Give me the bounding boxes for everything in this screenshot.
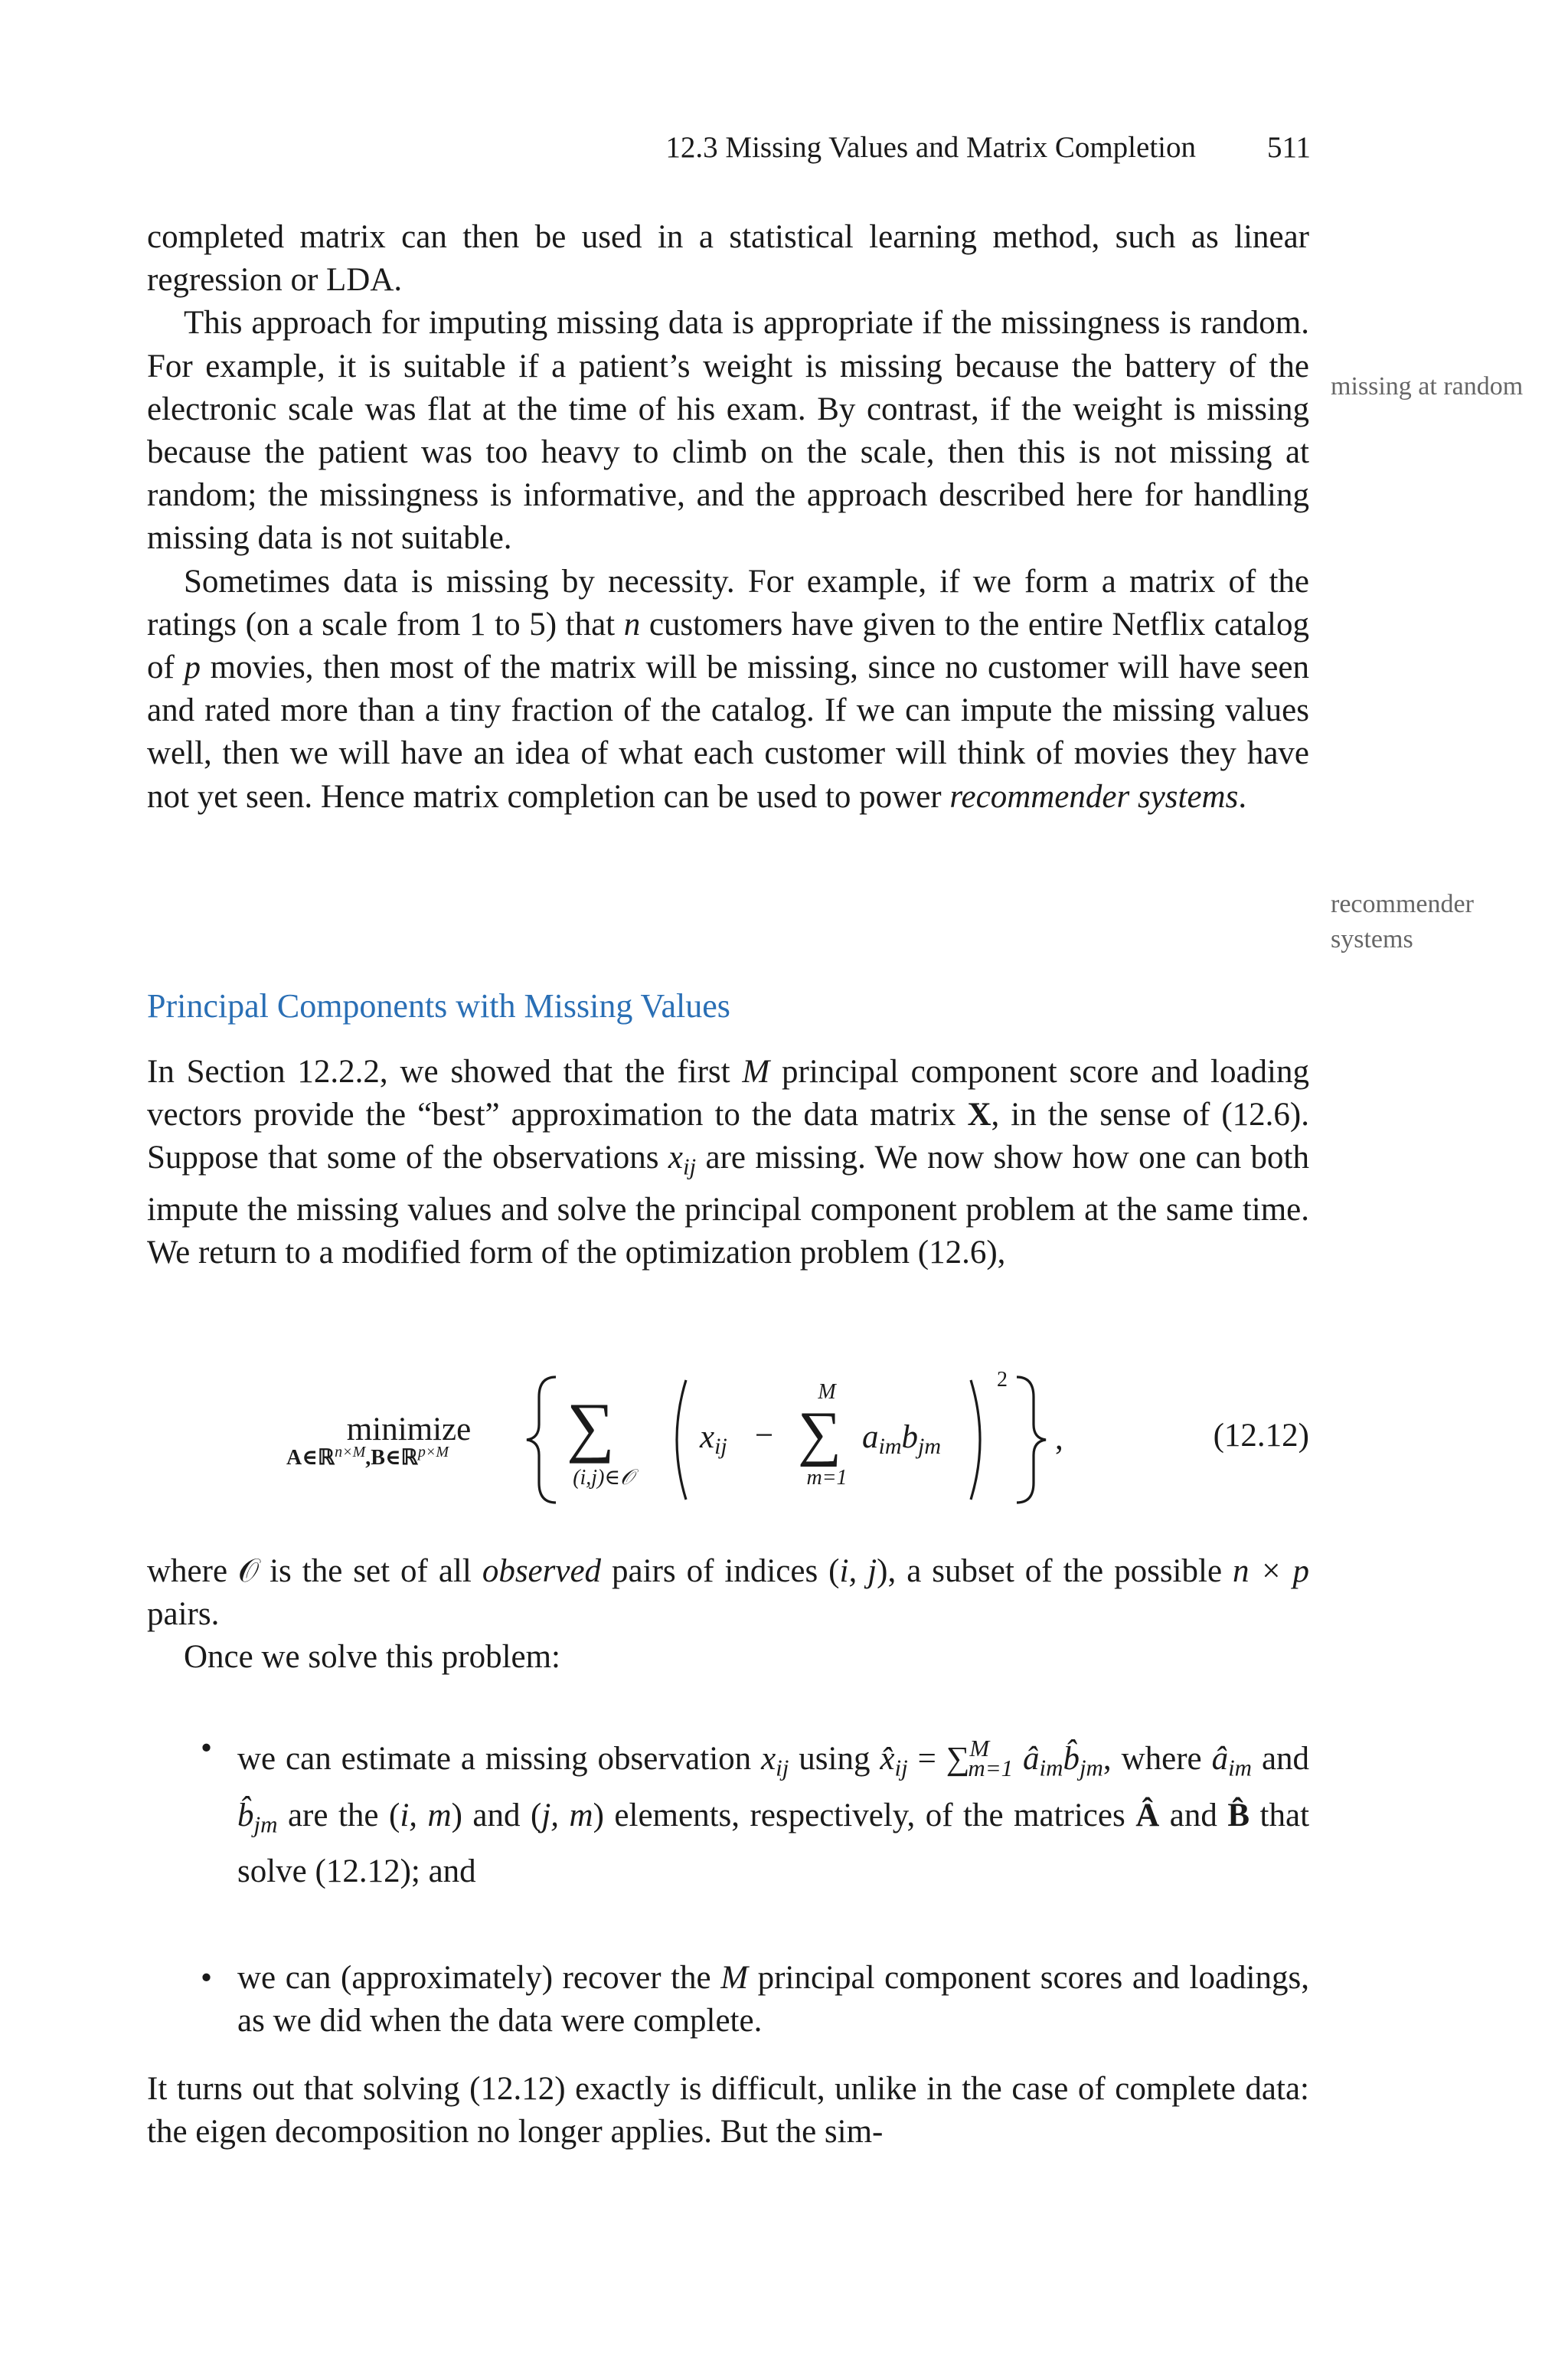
equation-12-12 xyxy=(147,1348,1309,1524)
paragraph-2: This approach for imputing missing data is appropriate if the missingness is random. For example, it is suitable if a patient’s weight is missing because the battery of the electronic scale was flat at the time of his exam. By contrast, if the weight is missing because the patient was too heavy to climb on the scale, then this is not missing at random; the missingness is informative, and the approach described here for handling missing data is not suitable. xyxy=(147,305,1309,557)
body-block-2 xyxy=(147,1051,1309,1275)
paragraph-7: It turns out that solving (12.12) exactly is difficult, unlike in the case of complete data: the eigen decomposition no longer applies. But the sim- xyxy=(147,2071,1309,2151)
eq-comma: , xyxy=(1055,1421,1063,1457)
eq-power: 2 xyxy=(997,1368,1008,1392)
body-block-1 xyxy=(147,216,1309,819)
eq-minimize: minimize xyxy=(346,1411,472,1447)
eq-sum-2-top: M xyxy=(818,1380,836,1404)
page-number: 511 xyxy=(1266,131,1311,164)
paragraph-3: Sometimes data is missing by necessity. For example, if we form a matrix of the ratings (on a scale from 1 to 5) that n customers have given to the entire Netflix catalog of p movies, then most of the matrix will be missing, since no customer will have seen and rated more than a tiny fraction of the catalog. If we can impute the missing values well, then we will have an idea of what each customer will think of movies they have not yet seen. Hence matrix completion can be used to power recommender systems. xyxy=(147,563,1309,815)
eq-sum-1: ∑ xyxy=(567,1390,615,1464)
section-title: 12.3 Missing Values and Matrix Completion xyxy=(665,131,1196,164)
section-heading: Principal Components with Missing Values xyxy=(147,987,730,1025)
body-block-4 xyxy=(147,2068,1309,2154)
eq-x-ij: xij xyxy=(700,1419,727,1459)
bullet-item-2: • we can (approximately) recover the M principal component scores and loadings, as we did when the data were complete. xyxy=(147,1957,1309,2043)
body-block-3 xyxy=(147,1550,1309,1680)
eq-right-paren xyxy=(971,1380,980,1500)
margin-note-recommender-systems: recommender systems xyxy=(1331,890,1474,953)
eq-sum-2-bot: m=1 xyxy=(806,1466,848,1490)
paragraph-5: where 𝒪 is the set of all observed pairs of indices (i, j), a subset of the possible n × p pairs. xyxy=(147,1553,1309,1633)
emphasis-recommender-systems: recommender systems xyxy=(949,778,1239,815)
equation-svg xyxy=(147,1348,1309,1524)
eq-sum-2: ∑ xyxy=(798,1400,842,1467)
eq-sum-1-sub: (i,j)∈𝒪 xyxy=(573,1466,634,1490)
eq-label: (12.12) xyxy=(1213,1418,1309,1454)
bullet-dot: • xyxy=(201,1960,213,1997)
running-header xyxy=(145,130,1311,168)
margin-note-missing-at-random: missing at random xyxy=(1331,372,1524,401)
eq-a-b-term: aimbjm xyxy=(862,1419,941,1459)
paragraph-1: completed matrix can then be used in a statistical learning method, such as linear regression or LDA. xyxy=(147,219,1309,299)
eq-left-brace xyxy=(527,1377,556,1503)
paragraph-4: In Section 12.2.2, we showed that the first M principal component score and loading vectors provide the “best” approximation to the data matrix X, in the sense of (12.6). Suppose that some of the observations $x_{ij}$ are missing. We now show how one can both impute the missing values and solve the principal component problem at the same time. We return to a modified form of the optimization problem (12.6), xyxy=(147,1054,1309,1271)
paragraph-6: Once we solve this problem: xyxy=(184,1639,561,1676)
bullet-item-1: • we can estimate a missing observation $x_{ij}$ using $x̂_{ij} = \sum^M_{m=1}$ $â_{im}b̂_{jm}$, where $â_{im}$ and $b̂_{jm}$ are the (i, m) and (j, m) elements, respectively, of the matrices Â and B̂ that solve (12.12); and xyxy=(147,1725,1309,1896)
eq-minus: − xyxy=(755,1418,774,1454)
eq-right-brace xyxy=(1017,1377,1046,1503)
bullet-dot: • xyxy=(201,1730,213,1766)
eq-left-paren xyxy=(677,1380,686,1500)
eq-constraint: A∈ℝ$^{n\times M}$,B∈ℝ$^{p\times M}$ xyxy=(286,1444,449,1470)
bullet-list xyxy=(147,1725,1309,2043)
